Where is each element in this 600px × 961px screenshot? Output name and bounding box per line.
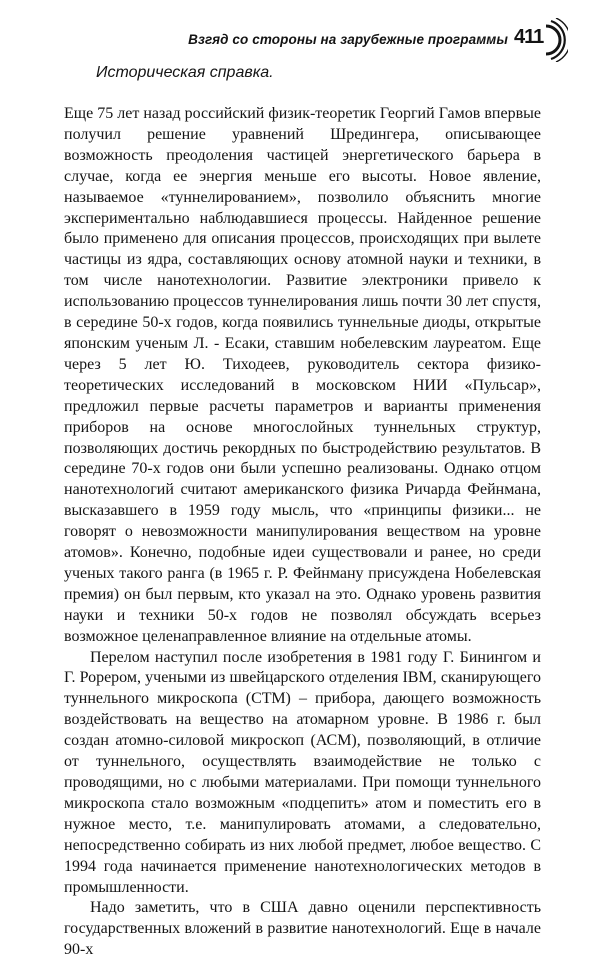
paragraph-3: Надо заметить, что в США давно оценили перспективность государственных вложений в развитие нанотехнологий. Еще в начале 90-х [64, 899, 541, 959]
paragraph-2: Перелом наступил после изобретения в 1981 году Г. Бинингом и Г. Рорером, учеными из швейцарского отделения IBM, сканирующего туннельного микроскопа (СТМ) – прибора, дающего возможность воздействовать на вещество на атомарном уровне. В 1986 г. был создан атомно-силовой микроскоп (АСМ), позволяющий, в отличие от туннельного, осуществлять взаимодействие не только с проводящими, но с любыми материалами. При помощи туннельного микроскопа стало возможным «подцепить» атом и поместить его в нужное место, т.е. манипулировать атомами, а следовательно, непосредственно собирать из них любой предмет, любое вещество. С 1994 года начинается применение нанотехнологических методов в промышленности. [64, 648, 541, 896]
page-number: 411 [514, 26, 544, 48]
page-header [0, 18, 600, 62]
body-text [64, 104, 541, 961]
running-title: Взгяд со стороны на зарубежные программы [188, 32, 508, 47]
paragraph-1: Еще 75 лет назад российский физик-теоретик Георгий Гамов впервые получил решение уравнений Шредингера, описывающее возможность преодоления частицей энергетического барьера в случае, когда ее энергия меньше его высоты. Новое явление, называемое «туннелированием», позволило объяснить многие экспериментально наблюдавшиеся процессы. Найденное решение было применено для описания процессов, происходящих при вылете частицы из ядра, составляющих основу атомной науки и техники, в том числе нанотехнологии. Развитие электроники привело к использованию процессов туннелирования лишь почти 30 лет спустя, в середине 50-х годов, когда появились туннельные диоды, открытые японским ученым Л. - Есаки, ставшим нобелевским лауреатом. Еще через 5 лет Ю. Тиходеев, руководитель сектора физико-теоретических исследований в московском НИИ «Пульсар», предложил первые расчеты параметров и варианты применения приборов на основе многослойных туннельных структур, позволяющих достичь рекордных по быстродействию результатов. В середине 70-х годов они были успешно реализованы. Однако отцом нанотехнологий считают американского физика Ричарда Фейнмана, высказавшего в 1959 году мысль, что «принципы физики... не говорят о невозможности манипулирования веществом на уровне атомов». Конечно, подобные идеи существовали и ранее, но среди ученых такого ранга (в 1965 г. Р. Фейнману присуждена Нобелевская премия) он был первым, кто указал на это. Однако уровень развития науки и техники 50-х годов не позволял обсуждать всерьез возможное целенаправленное влияние на отдельные атомы. [64, 105, 541, 645]
page-number-arcs-icon [538, 18, 568, 62]
section-title: Историческая справка. [96, 64, 274, 81]
